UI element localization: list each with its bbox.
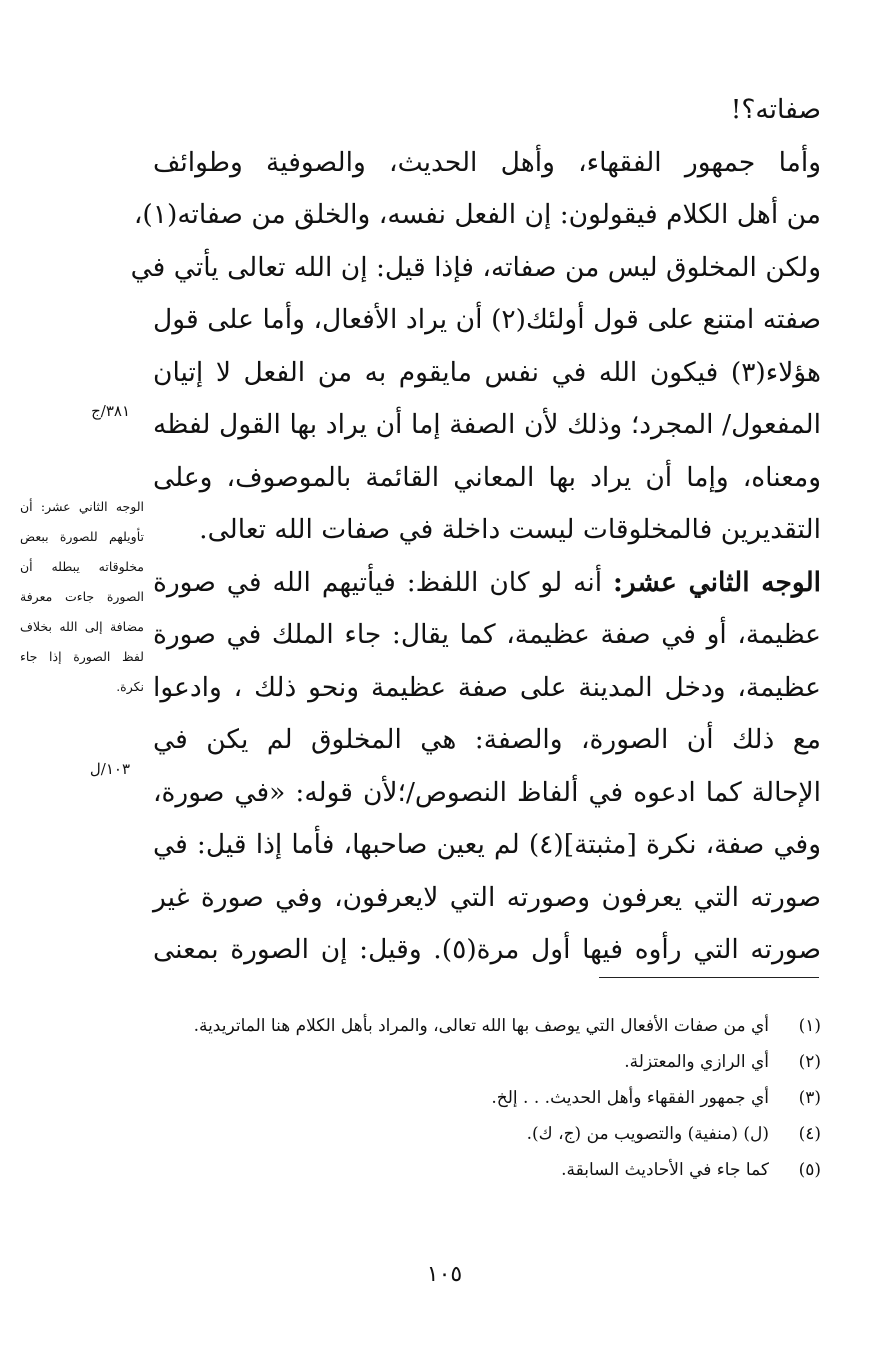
text-line: صورته التي يعرفون وصورته التي لايعرفون، وفي صورة غير [153, 881, 821, 913]
margin-ref-l: ١٠٣/ل [89, 760, 130, 778]
footnote-item [101, 1152, 821, 1188]
text-line: وفي صفة، نكرة [مثبتة](٤) لم يعين صاحبها، فأما إذا قيل: في [153, 829, 821, 860]
footnote-text: أي جمهور الفقهاء وأهل الحديث. . . إلخ. [491, 1088, 769, 1108]
footnote-number: (١) [798, 1016, 821, 1036]
footnote-number: (٢) [798, 1052, 821, 1072]
text-line-with-heading [153, 557, 821, 610]
footnote-item [101, 1080, 821, 1116]
text-line: ومعناه، وإما أن يراد بها المعاني القائمة بالموصوف، وعلى [153, 461, 821, 493]
footnote-text: أي من صفات الأفعال التي يوصف بها الله تعالى، والمراد بأهل الكلام هنا الماتريدية. [193, 1016, 769, 1036]
text-line: عظيمة، أو في صفة عظيمة، كما يقال: جاء الملك في صورة [153, 619, 821, 650]
main-body-text [130, 84, 822, 977]
margin-note: الوجه الثاني عشر: أن تأويلهم للصورة ببعض مخلوقاته يبطله أن الصورة جاءت معرفة مضافة إلى الله بخلاف لفظ الصورة إذا جاء نكرة. [20, 499, 144, 694]
text-line: من أهل الكلام فيقولون: إن الفعل نفسه، والخلق من صفاته(١)، [133, 199, 821, 230]
footnote-number: (٤) [798, 1124, 821, 1144]
margin-ref-j: ٣٨١/ج [91, 402, 130, 420]
text-line: صورته التي رأوه فيها أول مرة(٥). وقيل: إن الصورة بمعنى [153, 934, 821, 965]
page-number: ١٠٥ [426, 1262, 463, 1287]
text-line: الإحالة كما ادعوه في ألفاظ النصوص/؛لأن قوله: «في صورة، [153, 776, 821, 808]
text-line: مع ذلك أن الصورة، والصفة: هي المخلوق لم يكن في [153, 724, 821, 755]
footnote-item [101, 1116, 821, 1152]
text-line-rest: أنه لو كان اللفظ: فيأتيهم الله في صورة [153, 566, 603, 598]
text-line: صفته امتنع على قول أولئك(٢) أن يراد الأفعال، وأما على قول [153, 304, 821, 335]
text-line: صفاته؟! [730, 94, 821, 125]
text-line: هؤلاء(٣) فيكون الله في نفس مايقوم به من الفعل لا إتيان [153, 356, 821, 388]
footnote-number: (٥) [798, 1160, 821, 1180]
footnote-text: (ل) (منفية) والتصويب من (ج، ك). [526, 1124, 769, 1144]
text-line: وأما جمهور الفقهاء، وأهل الحديث، والصوفية وطوائف [153, 146, 821, 178]
text-line: المفعول/ المجرد؛ وذلك لأن الصفة إما أن يراد بها القول لفظه [153, 409, 821, 440]
section-heading: الوجه الثاني عشر: [613, 566, 822, 598]
footnote-divider [599, 977, 819, 978]
footnote-item [101, 1044, 821, 1080]
footnote-text: كما جاء في الأحاديث السابقة. [561, 1160, 769, 1180]
footnote-text: أي الرازي والمعتزلة. [624, 1052, 769, 1072]
text-line: عظيمة، ودخل المدينة على صفة عظيمة ونحو ذلك ، وادعوا [153, 671, 821, 703]
footnote-number: (٣) [798, 1088, 821, 1108]
text-line: ولكن المخلوق ليس من صفاته، فإذا قيل: إن الله تعالى يأتي في [130, 251, 821, 283]
text-line: التقديرين فالمخلوقات ليست داخلة في صفات الله تعالى. [199, 514, 821, 545]
footnotes [101, 1008, 821, 1188]
footnote-item [101, 1008, 821, 1044]
